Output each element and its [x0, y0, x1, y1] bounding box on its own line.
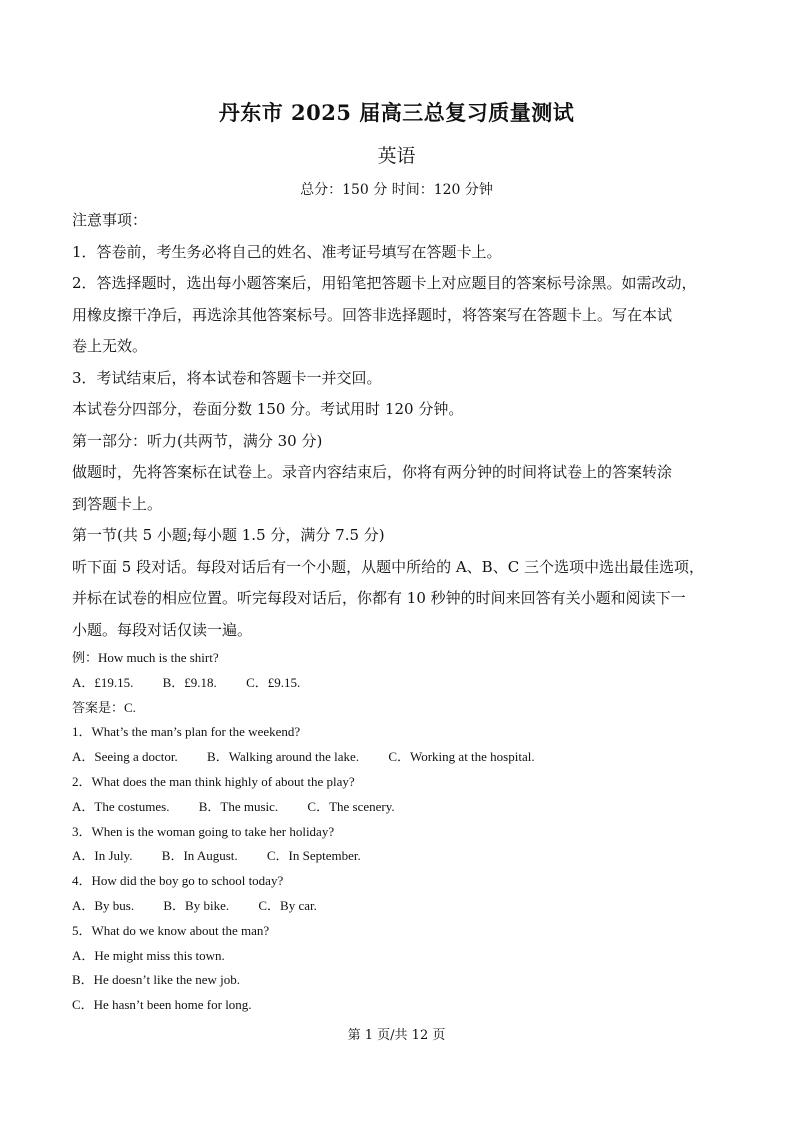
example-answer: 答案是：C. — [72, 699, 136, 715]
section1-desc-line-1: 听下面 5 段对话。每段对话后有一个小题，从题中所给的 A、B、C 三个选项中选出最佳选项， — [72, 557, 704, 576]
instruction-item-2-line-2: 用橡皮擦干净后，再选涂其他答案标号。回答非选择题时，将答案写在答题卡上。写在本试 — [72, 305, 673, 324]
question-3: 3．When is the woman going to take her holiday? — [72, 823, 335, 839]
instruction-item-1: 1．答卷前，考生务必将自己的姓名、准考证号填写在答题卡上。 — [72, 242, 502, 261]
question-4-option-c: C．By car. — [258, 897, 317, 913]
question-4-options — [72, 894, 732, 919]
section1-desc-line-2: 并标在试卷的相应位置。听完每段对话后，你都有 10 秒钟的时间来回答有关小题和阅读下一 — [72, 589, 686, 607]
question-1-options — [72, 745, 732, 770]
question-4: 4．How did the boy go to school today? — [72, 873, 284, 889]
question-3-option-c: C．In September. — [266, 848, 361, 864]
exam-subject: 英语 — [377, 145, 416, 167]
question-1: 1．What’s the man’s plan for the weekend? — [72, 724, 301, 740]
page-footer: 第 1 页/共 12 页 — [347, 1028, 446, 1043]
example-question: 例：How much is the shirt? — [72, 650, 219, 665]
question-2-options — [72, 795, 732, 820]
example-option-a: A．£19.15. — [72, 674, 134, 690]
section1-heading: 第一节(共 5 小题;每小题 1.5 分，满分 7.5 分) — [72, 526, 385, 544]
question-2-option-c: C．The scenery. — [307, 798, 395, 814]
section1-desc-line-3: 小题。每段对话仅读一遍。 — [72, 620, 253, 639]
question-5-option-a: A．He might miss this town. — [72, 947, 225, 963]
example-option-b: B．£9.18. — [162, 674, 217, 690]
example-options — [72, 671, 732, 696]
question-2-option-a: A．The costumes. — [72, 798, 170, 814]
question-3-options — [72, 844, 732, 869]
exam-summary: 本试卷分四部分，卷面分数 150 分。考试用时 120 分钟。 — [72, 400, 464, 418]
question-2-option-b: B．The music. — [198, 798, 279, 814]
instruction-item-2-line-1: 2．答选择题时，选出每小题答案后，用铅笔把答题卡上对应题目的答案标号涂黑。如需改动， — [72, 274, 697, 292]
exam-body — [72, 205, 732, 1018]
part1-desc-line-2: 到答题卡上。 — [72, 494, 163, 513]
exam-meta: 总分：150 分 时间：120 分钟 — [300, 182, 493, 198]
question-2: 2．What does the man think highly of about the play? — [72, 773, 355, 789]
part1-desc-line-1: 做题时，先将答案标在试卷上。录音内容结束后，你将有两分钟的时间将试卷上的答案转涂 — [72, 463, 673, 481]
question-5-option-b: B．He doesn’t like the new job. — [72, 972, 241, 988]
question-4-option-a: A．By bus. — [72, 897, 135, 913]
instruction-item-3: 3．考试结束后，将本试卷和答题卡一并交回。 — [72, 368, 382, 387]
instructions-heading: 注意事项： — [72, 211, 148, 229]
exam-title: 丹东市 2025 届高三总复习质量测试 — [218, 100, 575, 125]
question-1-option-a: A．Seeing a doctor. — [72, 749, 178, 765]
question-1-option-c: C．Working at the hospital. — [388, 749, 535, 765]
question-5: 5．What do we know about the man? — [72, 922, 270, 938]
part1-heading: 第一部分：听力(共两节，满分 30 分) — [72, 431, 323, 450]
instruction-item-2-line-3: 卷上无效。 — [72, 337, 148, 355]
question-3-option-a: A．In July. — [72, 848, 133, 864]
question-5-option-c: C．He hasn’t been home for long. — [72, 997, 252, 1013]
question-3-option-b: B．In August. — [161, 848, 238, 864]
example-option-c: C．£9.15. — [246, 674, 301, 690]
question-4-option-b: B．By bike. — [163, 897, 230, 913]
question-1-option-b: B．Walking around the lake. — [207, 749, 360, 765]
